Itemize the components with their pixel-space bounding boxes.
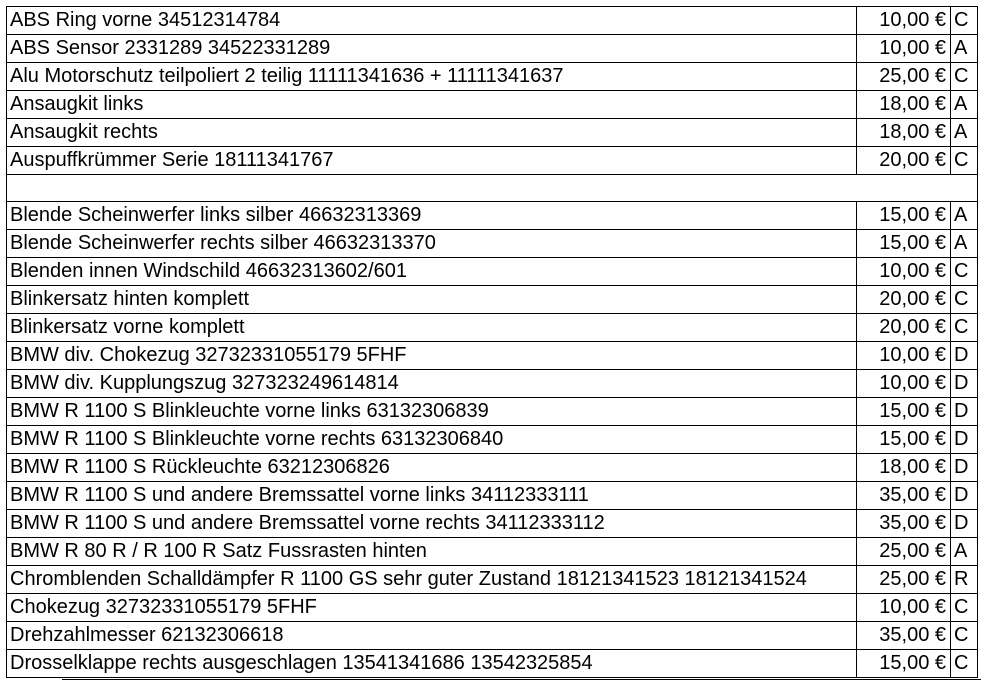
category-cell[interactable]: D <box>951 510 978 538</box>
category-cell[interactable]: R <box>951 566 978 594</box>
empty-cell[interactable] <box>7 175 978 202</box>
table-row <box>7 454 978 482</box>
parts-price-table <box>6 6 978 678</box>
category-cell[interactable]: C <box>951 258 978 286</box>
item-name-cell[interactable]: Drosselklappe rechts ausgeschlagen 13541341686 13542325854 <box>7 650 857 678</box>
price-cell[interactable]: 10,00 € <box>857 370 951 398</box>
table-row <box>7 35 978 63</box>
category-cell[interactable]: C <box>951 314 978 342</box>
price-cell[interactable]: 35,00 € <box>857 622 951 650</box>
category-cell[interactable]: A <box>951 202 978 230</box>
price-cell[interactable]: 10,00 € <box>857 7 951 35</box>
category-cell[interactable]: D <box>951 426 978 454</box>
table-row <box>7 594 978 622</box>
price-cell[interactable]: 18,00 € <box>857 119 951 147</box>
item-name-cell[interactable]: BMW R 1100 S und andere Bremssattel vorne links 34112333111 <box>7 482 857 510</box>
category-cell[interactable]: A <box>951 538 978 566</box>
item-name-cell[interactable]: ABS Ring vorne 34512314784 <box>7 7 857 35</box>
price-cell[interactable]: 25,00 € <box>857 566 951 594</box>
table-row <box>7 426 978 454</box>
category-cell[interactable]: C <box>951 594 978 622</box>
table-row <box>7 342 978 370</box>
table-row <box>7 566 978 594</box>
price-cell[interactable]: 20,00 € <box>857 314 951 342</box>
table-row <box>7 147 978 175</box>
table-row <box>7 91 978 119</box>
category-cell[interactable]: D <box>951 454 978 482</box>
item-name-cell[interactable]: Auspuffkrümmer Serie 18111341767 <box>7 147 857 175</box>
category-cell[interactable]: A <box>951 91 978 119</box>
table-row <box>7 650 978 678</box>
price-cell[interactable]: 20,00 € <box>857 147 951 175</box>
table-row <box>7 314 978 342</box>
item-name-cell[interactable]: Ansaugkit links <box>7 91 857 119</box>
item-name-cell[interactable]: Ansaugkit rechts <box>7 119 857 147</box>
empty-row <box>7 175 978 202</box>
price-cell[interactable]: 35,00 € <box>857 482 951 510</box>
item-name-cell[interactable]: BMW R 80 R / R 100 R Satz Fussrasten hinten <box>7 538 857 566</box>
price-cell[interactable]: 25,00 € <box>857 63 951 91</box>
category-cell[interactable]: A <box>951 119 978 147</box>
item-name-cell[interactable]: Drehzahlmesser 62132306618 <box>7 622 857 650</box>
category-cell[interactable]: D <box>951 370 978 398</box>
item-name-cell[interactable]: Chokezug 32732331055179 5FHF <box>7 594 857 622</box>
table-row <box>7 202 978 230</box>
price-cell[interactable]: 15,00 € <box>857 230 951 258</box>
price-cell[interactable]: 18,00 € <box>857 454 951 482</box>
price-cell[interactable]: 20,00 € <box>857 286 951 314</box>
item-name-cell[interactable]: Chromblenden Schalldämpfer R 1100 GS sehr guter Zustand 18121341523 18121341524 <box>7 566 857 594</box>
item-name-cell[interactable]: BMW div. Chokezug 32732331055179 5FHF <box>7 342 857 370</box>
category-cell[interactable]: A <box>951 230 978 258</box>
category-cell[interactable]: C <box>951 622 978 650</box>
item-name-cell[interactable]: BMW R 1100 S Blinkleuchte vorne links 63132306839 <box>7 398 857 426</box>
table-row <box>7 7 978 35</box>
category-cell[interactable]: D <box>951 342 978 370</box>
table-row <box>7 63 978 91</box>
table-row <box>7 370 978 398</box>
bottom-border-line <box>62 679 981 680</box>
category-cell[interactable]: C <box>951 286 978 314</box>
table-row <box>7 398 978 426</box>
item-name-cell[interactable]: BMW R 1100 S Blinkleuchte vorne rechts 63132306840 <box>7 426 857 454</box>
category-cell[interactable]: A <box>951 35 978 63</box>
item-name-cell[interactable]: BMW R 1100 S und andere Bremssattel vorne rechts 34112333112 <box>7 510 857 538</box>
item-name-cell[interactable]: Blinkersatz hinten komplett <box>7 286 857 314</box>
table-row <box>7 119 978 147</box>
category-cell[interactable]: C <box>951 63 978 91</box>
table-row <box>7 538 978 566</box>
category-cell[interactable]: C <box>951 147 978 175</box>
item-name-cell[interactable]: BMW div. Kupplungszug 327323249614814 <box>7 370 857 398</box>
price-cell[interactable]: 25,00 € <box>857 538 951 566</box>
table-row <box>7 482 978 510</box>
item-name-cell[interactable]: Alu Motorschutz teilpoliert 2 teilig 11111341636 + 11111341637 <box>7 63 857 91</box>
table-body <box>7 7 978 678</box>
item-name-cell[interactable]: Blinkersatz vorne komplett <box>7 314 857 342</box>
price-cell[interactable]: 10,00 € <box>857 342 951 370</box>
price-cell[interactable]: 10,00 € <box>857 594 951 622</box>
table-row <box>7 258 978 286</box>
item-name-cell[interactable]: Blende Scheinwerfer rechts silber 46632313370 <box>7 230 857 258</box>
table-row <box>7 286 978 314</box>
price-cell[interactable]: 15,00 € <box>857 202 951 230</box>
category-cell[interactable]: D <box>951 482 978 510</box>
category-cell[interactable]: C <box>951 650 978 678</box>
price-cell[interactable]: 18,00 € <box>857 91 951 119</box>
price-cell[interactable]: 35,00 € <box>857 510 951 538</box>
category-cell[interactable]: C <box>951 7 978 35</box>
price-cell[interactable]: 15,00 € <box>857 426 951 454</box>
price-cell[interactable]: 15,00 € <box>857 398 951 426</box>
table-row <box>7 510 978 538</box>
price-cell[interactable]: 10,00 € <box>857 258 951 286</box>
item-name-cell[interactable]: BMW R 1100 S Rückleuchte 63212306826 <box>7 454 857 482</box>
item-name-cell[interactable]: ABS Sensor 2331289 34522331289 <box>7 35 857 63</box>
item-name-cell[interactable]: Blenden innen Windschild 46632313602/601 <box>7 258 857 286</box>
table-row <box>7 230 978 258</box>
table-row <box>7 622 978 650</box>
category-cell[interactable]: D <box>951 398 978 426</box>
price-cell[interactable]: 10,00 € <box>857 35 951 63</box>
price-cell[interactable]: 15,00 € <box>857 650 951 678</box>
item-name-cell[interactable]: Blende Scheinwerfer links silber 46632313369 <box>7 202 857 230</box>
